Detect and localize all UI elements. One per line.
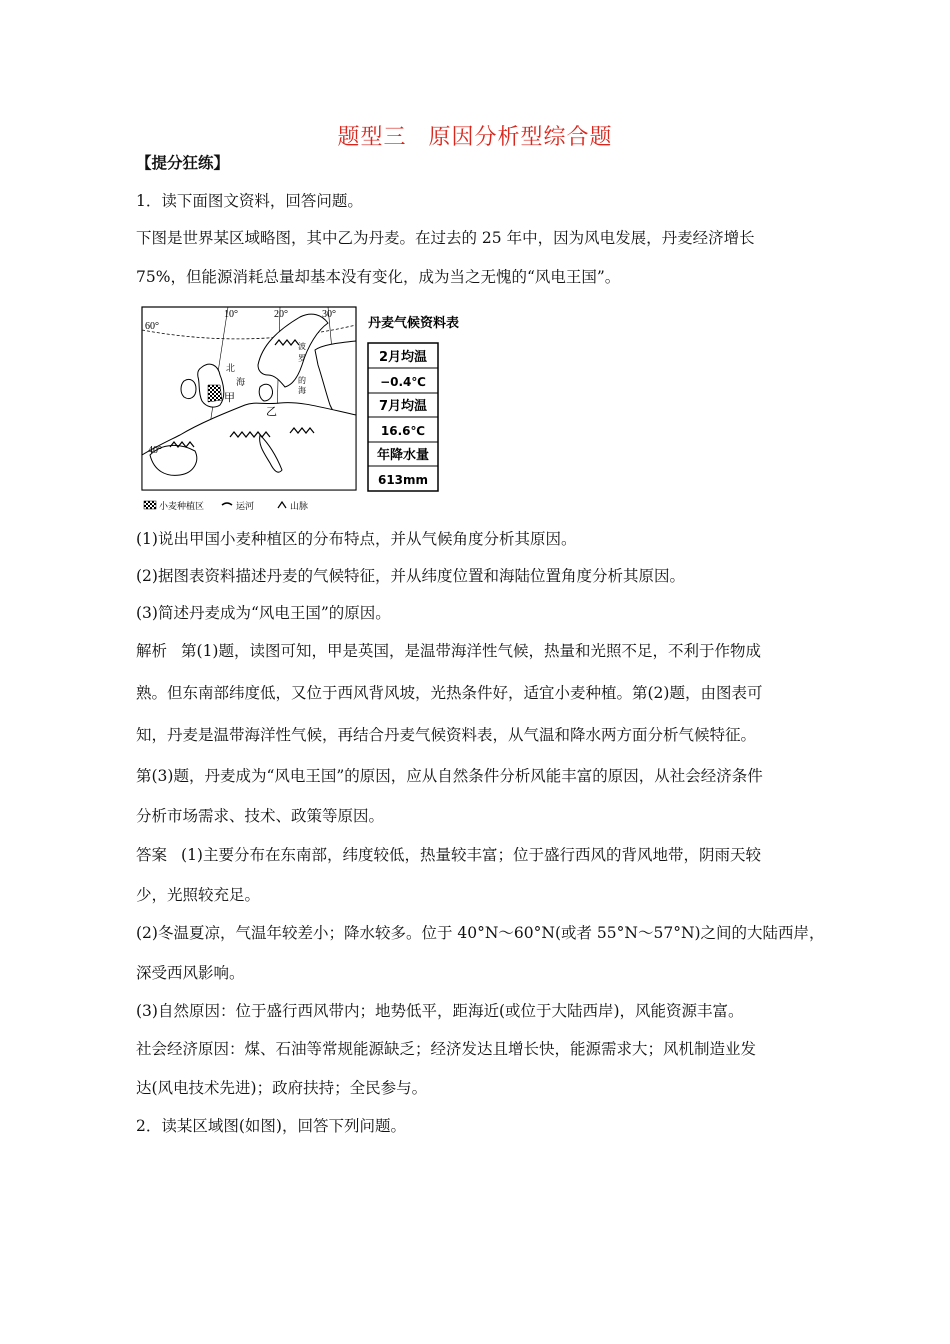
lat-label-40: 40° (148, 445, 162, 456)
sea-baltic-char-4: 海 (298, 386, 306, 395)
climate-row-5: 年降水量 (376, 448, 430, 463)
sea-baltic-char-3: 的 (298, 376, 306, 385)
legend-wheat-label: 小麦种植区 (159, 502, 205, 512)
analysis-line-5: 分析市场需求、技术、政策等原因。 (136, 807, 385, 825)
sea-baltic-char-2: 罗 (298, 354, 306, 363)
answer-3-line-3: 达(风电技术先进)；政府扶持；全民参与。 (136, 1079, 428, 1097)
climate-row-2: −0.4℃ (380, 375, 426, 389)
lon-label-10: 10° (224, 309, 238, 320)
label-yi: 乙 (266, 405, 277, 418)
legend-mountain-label: 山脉 (290, 502, 309, 512)
wheat-area-britain (208, 385, 222, 402)
question-1-intro-line-1: 下图是世界某区域略图，其中乙为丹麦。在过去的 25 年中，因为风电发展，丹麦经济增长 (136, 229, 755, 247)
legend-mountain-icon (278, 502, 286, 508)
question-2-prompt: 2．读某区域图(如图)，回答下列问题。 (136, 1117, 406, 1135)
title-part-1: 题型三 (337, 125, 407, 150)
analysis-line-1 (136, 640, 826, 662)
title-part-2: 原因分析型综合题 (428, 125, 613, 150)
sea-north-char-2: 海 (236, 378, 246, 388)
analysis-line-3: 知，丹麦是温带海洋性气候，再结合丹麦气候资料表，从气温和降水两方面分析气候特征。 (136, 726, 757, 744)
legend-canal-label: 运河 (236, 502, 255, 512)
analysis-text-1: 第(1)题，读图可知，甲是英国，是温带海洋性气候，热量和光照不足，不利于作物成 (181, 642, 761, 660)
legend-wheat-swatch (144, 501, 156, 509)
page-title (0, 120, 950, 151)
climate-row-3: 7月均温 (378, 399, 428, 414)
climate-row-4: 16.6℃ (380, 424, 426, 438)
climate-table-title: 丹麦气候资料表 (368, 316, 460, 331)
lat-label-60: 60° (145, 321, 159, 332)
region-figure (140, 305, 490, 515)
climate-row-1: 2月均温 (378, 350, 428, 365)
question-1-intro-line-2: 75%，但能源消耗总量却基本没有变化，成为当之无愧的“风电王国”。 (136, 268, 621, 286)
question-1-sub-3: (3)简述丹麦成为“风电王国”的原因。 (136, 604, 391, 622)
answer-2-line-1: (2)冬温夏凉，气温年较差小；降水较多。位于 40°N～60°N(或者 55°N～57°N)之间的大陆西岸， (136, 924, 825, 942)
analysis-line-2: 熟。但东南部纬度低，又位于西风背风坡，光热条件好，适宜小麦种植。第(2)题，由图表可 (136, 684, 763, 702)
answer-1-line-1 (136, 844, 826, 866)
analysis-line-4: 第(3)题，丹麦成为“风电王国”的原因，应从自然条件分析风能丰富的原因，从社会经济条件 (136, 767, 763, 785)
climate-row-6: 613mm (377, 473, 429, 487)
question-1-prompt: 1．读下面图文资料，回答问题。 (136, 192, 363, 210)
answer-label: 答案 (136, 846, 168, 864)
question-1-sub-1: (1)说出甲国小麦种植区的分布特点，并从气候角度分析其原因。 (136, 530, 577, 548)
answer-1-line-2: 少，光照较充足。 (136, 886, 261, 904)
answer-3-line-1: (3)自然原因：位于盛行西风带内；地势低平，距海近(或位于大陆西岸)，风能资源丰富。 (136, 1002, 744, 1020)
question-1-sub-2: (2)据图表资料描述丹麦的气候特征，并从纬度位置和海陆位置角度分析其原因。 (136, 567, 685, 585)
ireland-outline (181, 379, 196, 398)
label-jia: 甲 (224, 391, 235, 404)
sea-baltic-char-1: 波 (298, 342, 306, 351)
answer-2-line-2: 深受西风影响。 (136, 964, 245, 982)
section-label: 【提分狂练】 (136, 153, 230, 172)
lon-label-30: 30° (322, 309, 336, 320)
denmark-outline (259, 384, 272, 401)
region-map-and-table (140, 305, 490, 515)
analysis-label: 解析 (136, 642, 168, 660)
answer-3-line-2: 社会经济原因：煤、石油等常规能源缺乏；经济发达且增长快，能源需求大；风机制造业发 (136, 1040, 757, 1058)
sea-north-char-1: 北 (226, 364, 236, 374)
legend-canal-icon (222, 503, 232, 505)
lon-label-20: 20° (274, 309, 288, 320)
answer-1-text-1: (1)主要分布在东南部，纬度较低，热量较丰富；位于盛行西风的背风地带，阴雨天较 (181, 846, 761, 864)
